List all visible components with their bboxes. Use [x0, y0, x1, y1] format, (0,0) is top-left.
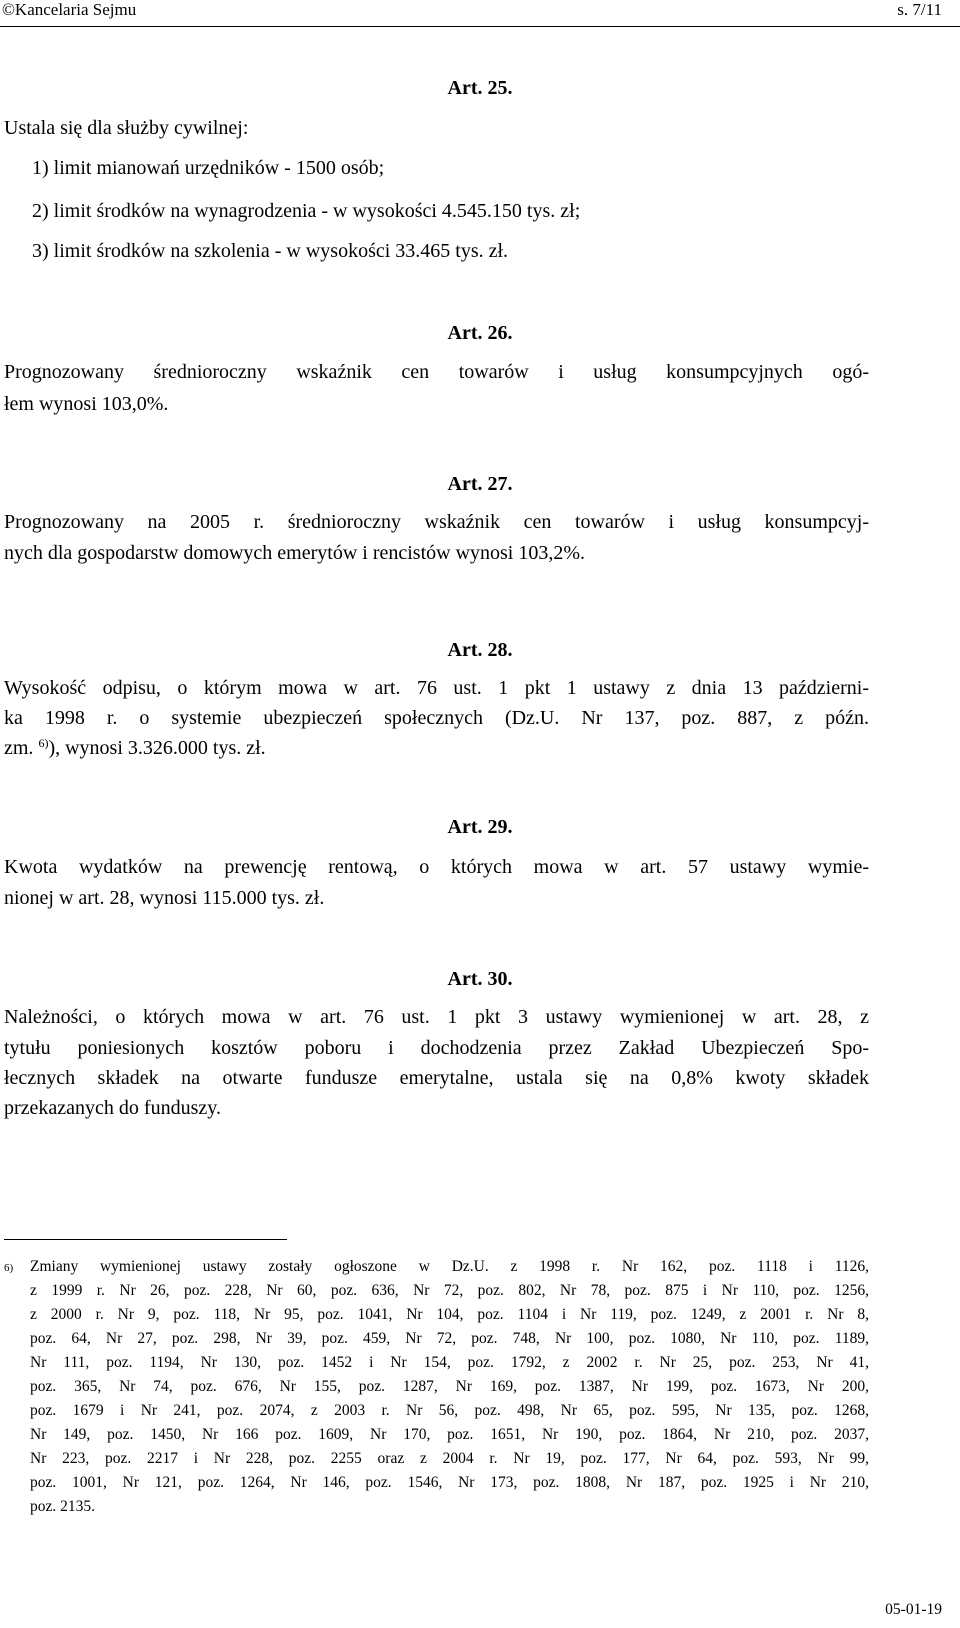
header-page-number: s. 7/11: [897, 0, 942, 19]
art-28-line-3-prefix: zm.: [4, 737, 34, 759]
footnote-line-9: Nr 223, poz. 2217 i Nr 228, poz. 2255 oraz z 2004 r. Nr 19, poz. 177, Nr 64, poz. 593, Nr 99,: [30, 1450, 869, 1467]
art-28-line-3: [4, 736, 266, 760]
art-28-line-3-suffix: ), wynosi 3.326.000 tys. zł.: [48, 737, 266, 759]
art-29-line-2: nionej w art. 28, wynosi 115.000 tys. zł.: [4, 887, 325, 909]
footnote-line-8: Nr 149, poz. 1450, Nr 166 poz. 1609, Nr 170, poz. 1651, Nr 190, poz. 1864, Nr 210, poz. 2037,: [30, 1426, 869, 1443]
art-30-heading: Art. 30.: [447, 968, 513, 990]
art-30-line-1: Należności, o których mowa w art. 76 ust. 1 pkt 3 ustawy wymienionej w art. 28, z: [4, 1006, 869, 1028]
footer-date: 05-01-19: [885, 1601, 942, 1618]
art-27-heading: Art. 27.: [447, 473, 513, 495]
footnote-line-11: poz. 2135.: [30, 1498, 96, 1515]
art-28-heading: Art. 28.: [447, 639, 513, 661]
footnote-line-3: z 2000 r. Nr 9, poz. 118, Nr 95, poz. 1041, Nr 104, poz. 1104 i Nr 119, poz. 1249, z 2001 r. Nr 8,: [30, 1306, 869, 1323]
art-27-line-2: nych dla gospodarstw domowych emerytów i rencistów wynosi 103,2%.: [4, 542, 586, 564]
art-25-heading: Art. 25.: [447, 77, 513, 99]
art-30-line-3: łecznych składek na otwarte fundusze emerytalne, ustala się na 0,8% kwoty składek: [4, 1067, 869, 1089]
footnote-reference[interactable]: 6): [38, 736, 49, 750]
art-26-line-2: łem wynosi 103,0%.: [4, 393, 169, 415]
header-publisher: ©Kancelaria Sejmu: [2, 0, 137, 19]
art-29-line-1: Kwota wydatków na prewencję rentową, o których mowa w art. 57 ustawy wymie-: [4, 856, 869, 878]
footnote-line-10: poz. 1001, Nr 121, poz. 1264, Nr 146, poz. 1546, Nr 173, poz. 1808, Nr 187, poz. 1925 i Nr 210,: [30, 1474, 869, 1491]
art-25-intro: Ustala się dla służby cywilnej:: [4, 117, 249, 139]
art-25-item-2: 2) limit środków na wynagrodzenia - w wysokości 4.545.150 tys. zł;: [32, 200, 581, 222]
art-27-line-1: Prognozowany na 2005 r. średnioroczny wskaźnik cen towarów i usług konsumpcyj-: [4, 511, 869, 533]
footnote-line-1: Zmiany wymienionej ustawy zostały ogłoszone w Dz.U. z 1998 r. Nr 162, poz. 1118 i 1126,: [30, 1258, 869, 1275]
footnote-line-7: poz. 1679 i Nr 241, poz. 2074, z 2003 r. Nr 56, poz. 498, Nr 65, poz. 595, Nr 135, poz. 1268,: [30, 1402, 869, 1419]
art-28-line-1: Wysokość odpisu, o którym mowa w art. 76 ust. 1 pkt 1 ustawy z dnia 13 październi-: [4, 677, 869, 699]
footnote-separator: [4, 1239, 287, 1240]
art-26-line-1: Prognozowany średnioroczny wskaźnik cen towarów i usług konsumpcyjnych ogó-: [4, 361, 869, 383]
art-30-line-2: tytułu poniesionych kosztów poboru i dochodzenia przez Zakład Ubezpieczeń Spo-: [4, 1037, 869, 1059]
art-28-line-2: ka 1998 r. o systemie ubezpieczeń społecznych (Dz.U. Nr 137, poz. 887, z późn.: [4, 707, 869, 729]
art-26-heading: Art. 26.: [447, 322, 513, 344]
footnote-line-4: poz. 64, Nr 27, poz. 298, Nr 39, poz. 459, Nr 72, poz. 748, Nr 100, poz. 1080, Nr 110, poz. 1189,: [30, 1330, 869, 1347]
footnote-number: 6): [4, 1262, 14, 1274]
art-25-item-3: 3) limit środków na szkolenia - w wysokości 33.465 tys. zł.: [32, 240, 509, 262]
art-30-line-4: przekazanych do funduszy.: [4, 1097, 221, 1119]
art-25-item-1: 1) limit mianowań urzędników - 1500 osób;: [32, 157, 385, 179]
footnote-line-5: Nr 111, poz. 1194, Nr 130, poz. 1452 i Nr 154, poz. 1792, z 2002 r. Nr 25, poz. 253, Nr 41,: [30, 1354, 869, 1371]
footnote-line-6: poz. 365, Nr 74, poz. 676, Nr 155, poz. 1287, Nr 169, poz. 1387, Nr 199, poz. 1673, Nr 200,: [30, 1378, 869, 1395]
art-29-heading: Art. 29.: [447, 816, 513, 838]
footnote-line-2: z 1999 r. Nr 26, poz. 228, Nr 60, poz. 636, Nr 72, poz. 802, Nr 78, poz. 875 i Nr 110, poz. 1256,: [30, 1282, 869, 1299]
page-header: [0, 0, 960, 27]
